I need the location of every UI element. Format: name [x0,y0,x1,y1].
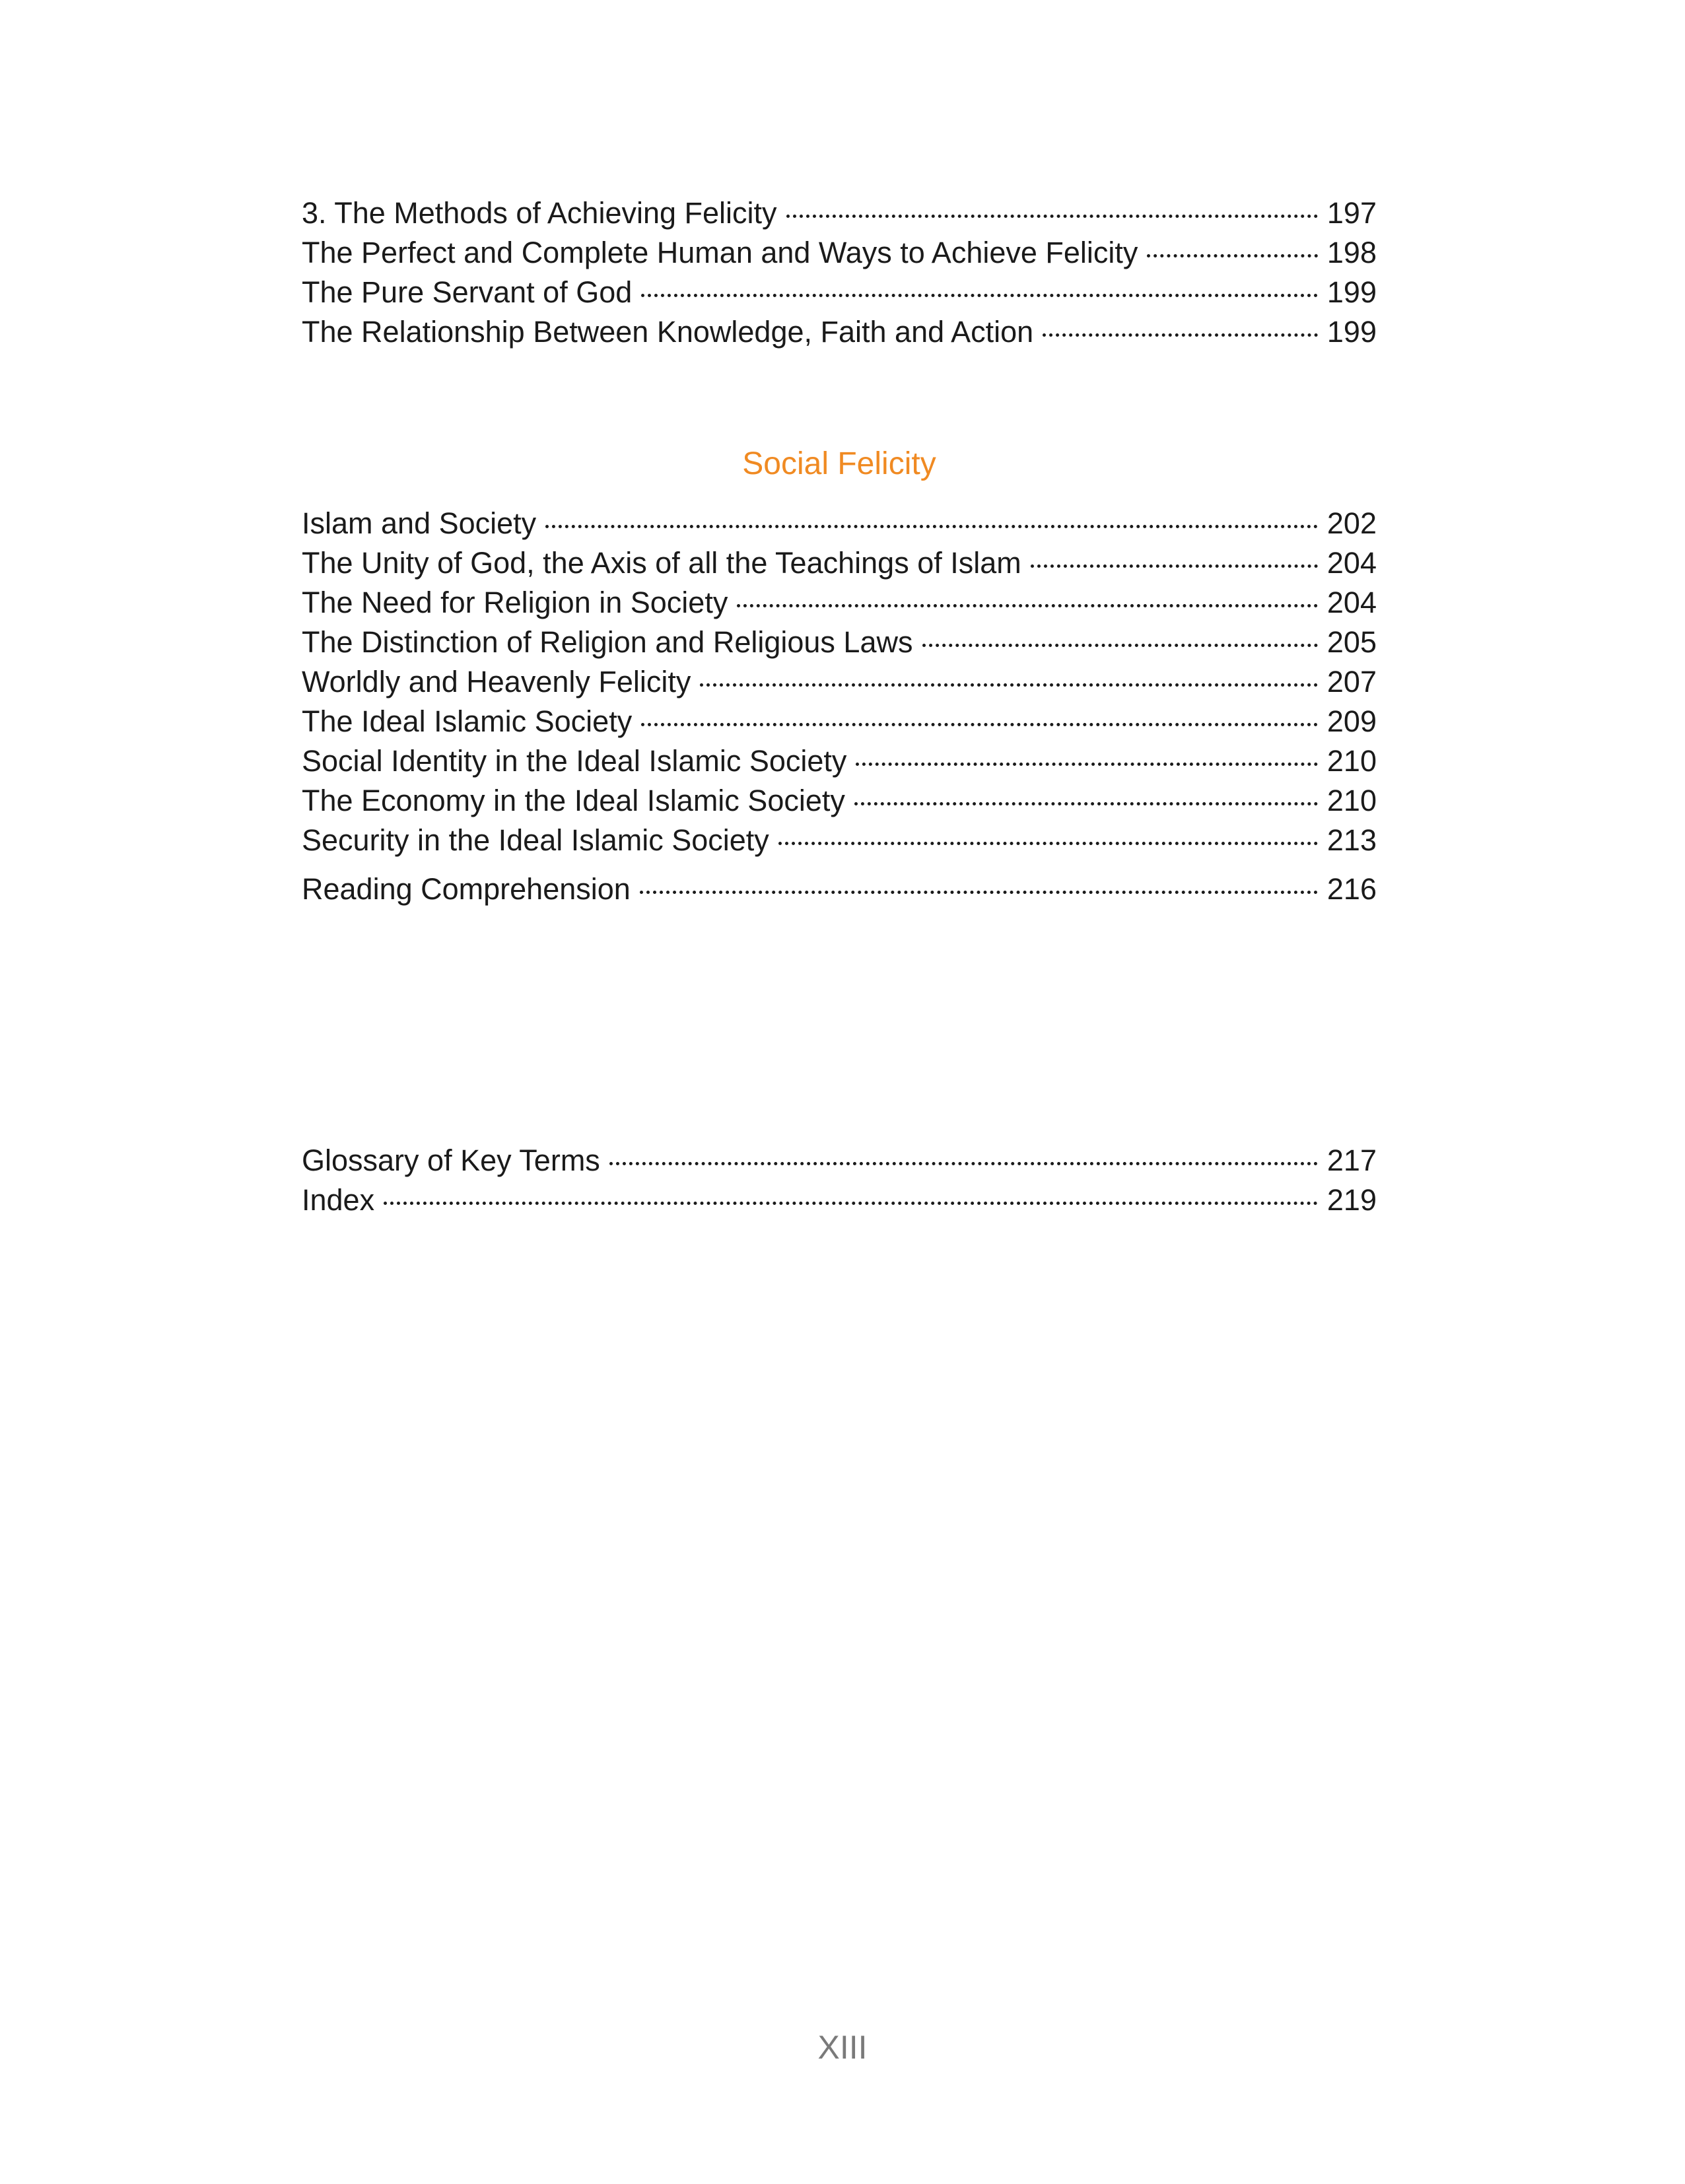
dot-leader [641,723,1318,726]
toc-entry-page: 210 [1326,744,1377,778]
toc-entry[interactable] [302,741,1377,781]
toc-entry-page: 199 [1326,315,1377,349]
toc-entry-page: 210 [1326,784,1377,817]
dot-leader [700,683,1318,687]
dot-leader [922,644,1318,647]
toc-entry-title: Worldly and Heavenly Felicity [302,665,691,699]
toc-entry-title: 3. The Methods of Achieving Felicity [302,196,777,230]
toc-entry[interactable] [302,662,1377,702]
toc-entry-page: 199 [1326,275,1377,309]
toc-entry-page: 205 [1326,625,1377,659]
dot-leader [384,1202,1318,1205]
dot-leader [856,763,1318,766]
toc-entry-title: Security in the Ideal Islamic Society [302,823,769,857]
toc-top-group [302,193,1377,352]
toc-entry-title: Index [302,1183,375,1217]
toc-back-matter-group [302,1141,1377,1220]
toc-entry[interactable] [302,504,1377,543]
toc-entry-title: The Ideal Islamic Society [302,704,633,738]
dot-leader [1043,333,1318,337]
toc-entry-title: The Need for Religion in Society [302,586,728,619]
toc-entry[interactable] [302,273,1377,312]
toc-entry-title: Social Identity in the Ideal Islamic Society [302,744,847,778]
section-heading: Social Felicity [742,446,936,481]
toc-entry-title: Reading Comprehension [302,872,631,906]
toc-entry[interactable] [302,1141,1377,1180]
toc-entry[interactable] [302,821,1377,860]
toc-entry-title: The Economy in the Ideal Islamic Society [302,784,845,817]
toc-entry-title: The Pure Servant of God [302,275,633,309]
dot-leader [854,802,1318,805]
toc-reading-group [302,870,1377,909]
toc-entry-title: The Unity of God, the Axis of all the Teachings of Islam [302,546,1021,580]
dot-leader [641,294,1318,297]
toc-entry[interactable] [302,781,1377,821]
toc-entry-title: The Perfect and Complete Human and Ways to Achieve Felicity [302,236,1138,269]
dot-leader [609,1162,1318,1165]
toc-social-group [302,504,1377,860]
toc-entry-page: 209 [1326,704,1377,738]
toc-entry-title: The Distinction of Religion and Religious Laws [302,625,913,659]
toc-entry-page: 198 [1326,236,1377,269]
dot-leader [640,891,1318,894]
toc-entry-page: 204 [1326,546,1377,580]
toc-entry[interactable] [302,583,1377,623]
toc-entry[interactable] [302,702,1377,741]
toc-entry[interactable] [302,312,1377,352]
toc-entry-page: 204 [1326,586,1377,619]
toc-entry-title: Glossary of Key Terms [302,1143,600,1177]
toc-entry-page: 202 [1326,506,1377,540]
dot-leader [1147,254,1317,257]
toc-entry[interactable] [302,1180,1377,1220]
page-number: XIII [817,2029,868,2066]
dot-leader [786,215,1318,218]
toc-entry[interactable] [302,193,1377,233]
toc-entry-title: The Relationship Between Knowledge, Faith and Action [302,315,1034,349]
dot-leader [545,525,1318,528]
dot-leader [778,842,1318,845]
toc-entry-page: 207 [1326,665,1377,699]
toc-entry-page: 217 [1326,1143,1377,1177]
toc-entry-title: Islam and Society [302,506,537,540]
dot-leader [737,604,1318,607]
toc-entry-page: 219 [1326,1183,1377,1217]
toc-entry-page: 216 [1326,872,1377,906]
toc-entry-page: 213 [1326,823,1377,857]
toc-entry[interactable] [302,870,1377,909]
toc-entry[interactable] [302,623,1377,662]
dot-leader [1031,564,1318,568]
toc-entry[interactable] [302,543,1377,583]
toc-entry-page: 197 [1326,196,1377,230]
toc-entry[interactable] [302,233,1377,273]
